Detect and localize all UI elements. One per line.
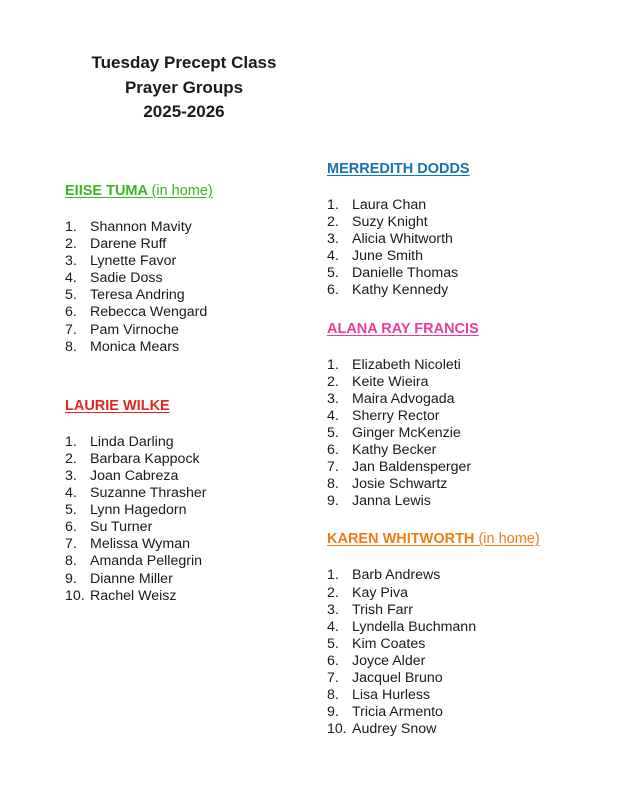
member-list bbox=[327, 197, 607, 300]
list-item bbox=[327, 408, 607, 425]
list-number: 6. bbox=[65, 304, 77, 321]
member-name: Josie Schwartz bbox=[352, 476, 448, 493]
member-name: Jan Baldensperger bbox=[352, 459, 472, 476]
group-heading-whitworth bbox=[327, 529, 607, 549]
list-number: 3. bbox=[327, 601, 339, 618]
list-item bbox=[65, 571, 315, 588]
list-number: 4. bbox=[327, 407, 339, 424]
list-item bbox=[327, 248, 607, 265]
list-item bbox=[327, 619, 607, 636]
leader-name: KAREN WHITWORTH bbox=[327, 531, 475, 548]
list-item bbox=[65, 270, 315, 287]
member-name: Kim Coates bbox=[352, 635, 426, 652]
list-number: 7. bbox=[65, 321, 77, 338]
list-number: 6. bbox=[327, 282, 339, 299]
member-name: Lynn Hagedorn bbox=[90, 502, 187, 519]
list-number: 1. bbox=[327, 356, 339, 373]
member-name: Laura Chan bbox=[352, 197, 427, 213]
leader-name: ALANA RAY FRANCIS bbox=[327, 320, 479, 337]
list-item bbox=[327, 214, 607, 231]
list-number: 8. bbox=[327, 687, 339, 704]
list-number: 9. bbox=[327, 704, 339, 721]
list-number: 5. bbox=[327, 265, 339, 282]
member-list bbox=[327, 567, 607, 738]
member-name: Joan Cabreza bbox=[90, 467, 179, 484]
member-name: Kathy Becker bbox=[352, 442, 437, 459]
list-number: 3. bbox=[327, 390, 339, 407]
list-item bbox=[327, 374, 607, 391]
list-number: 7. bbox=[327, 669, 339, 686]
group-dodds bbox=[327, 159, 607, 300]
list-number: 4. bbox=[65, 270, 77, 287]
in-home-note: (in home) bbox=[478, 531, 540, 548]
member-name: Sadie Doss bbox=[90, 270, 163, 287]
list-number: 2. bbox=[327, 373, 339, 390]
list-item bbox=[65, 451, 315, 468]
list-item bbox=[327, 636, 607, 653]
list-item bbox=[65, 304, 315, 321]
member-name: Darene Ruff bbox=[90, 236, 167, 253]
title-line-3: 2025-2026 bbox=[143, 102, 225, 121]
list-number: 2. bbox=[65, 450, 77, 467]
left-column bbox=[65, 181, 315, 605]
member-name: Teresa Andring bbox=[90, 287, 185, 304]
leader-name: LAURIE WILKE bbox=[65, 397, 170, 414]
list-number: 9. bbox=[65, 570, 77, 587]
member-name: Lyndella Buchmann bbox=[352, 618, 477, 635]
list-item bbox=[65, 536, 315, 553]
member-name: Barb Andrews bbox=[352, 567, 441, 584]
member-name: Keite Wieira bbox=[352, 373, 429, 390]
list-item bbox=[65, 219, 315, 236]
list-item bbox=[65, 287, 315, 304]
leader-name: MERREDITH DODDS bbox=[327, 161, 470, 177]
list-item bbox=[65, 502, 315, 519]
list-item bbox=[327, 282, 607, 299]
member-name: Rebecca Wengard bbox=[90, 304, 208, 321]
list-item bbox=[327, 653, 607, 670]
list-number: 10. bbox=[65, 587, 85, 604]
list-item bbox=[65, 322, 315, 339]
member-name: Kathy Kennedy bbox=[352, 282, 449, 299]
list-number: 1. bbox=[327, 197, 339, 213]
list-item bbox=[65, 468, 315, 485]
list-number: 3. bbox=[327, 231, 339, 248]
list-item bbox=[327, 670, 607, 687]
list-number: 1. bbox=[327, 567, 339, 584]
list-item bbox=[65, 434, 315, 451]
list-item bbox=[327, 231, 607, 248]
member-name: Elizabeth Nicoleti bbox=[352, 356, 461, 373]
list-item bbox=[327, 425, 607, 442]
list-number: 3. bbox=[65, 467, 77, 484]
member-name: Rachel Weisz bbox=[90, 587, 177, 604]
group-heading-tuma bbox=[65, 181, 315, 201]
member-name: Kay Piva bbox=[352, 584, 408, 601]
list-item bbox=[327, 265, 607, 282]
list-number: 6. bbox=[327, 652, 339, 669]
list-number: 8. bbox=[65, 338, 77, 355]
member-name: Suzy Knight bbox=[352, 214, 428, 231]
list-number: 2. bbox=[327, 214, 339, 231]
list-number: 1. bbox=[65, 219, 77, 235]
list-number: 8. bbox=[65, 553, 77, 570]
list-item bbox=[327, 197, 607, 214]
member-name: Ginger McKenzie bbox=[352, 424, 461, 441]
member-name: Jacquel Bruno bbox=[352, 669, 443, 686]
list-number: 8. bbox=[327, 476, 339, 493]
title-line-2: Prayer Groups bbox=[124, 77, 244, 97]
group-heading-dodds bbox=[327, 159, 607, 179]
member-list bbox=[65, 434, 315, 605]
member-name: Su Turner bbox=[90, 519, 153, 536]
member-list bbox=[65, 219, 315, 356]
member-name: Maira Advogada bbox=[352, 390, 455, 407]
member-name: Barbara Kappock bbox=[90, 450, 200, 467]
member-name: Trish Farr bbox=[352, 601, 413, 618]
member-name: Sherry Rector bbox=[352, 407, 440, 424]
member-name: Amanda Pellegrin bbox=[90, 553, 202, 570]
list-item bbox=[327, 585, 607, 602]
list-number: 7. bbox=[327, 459, 339, 476]
group-wilke bbox=[65, 396, 315, 605]
list-number: 6. bbox=[65, 519, 77, 536]
list-item bbox=[327, 391, 607, 408]
member-name: Monica Mears bbox=[90, 338, 180, 355]
group-heading-francis bbox=[327, 319, 607, 339]
member-name: Joyce Alder bbox=[352, 652, 426, 669]
list-item bbox=[65, 519, 315, 536]
list-number: 5. bbox=[327, 635, 339, 652]
group-tuma bbox=[65, 181, 315, 356]
group-whitworth bbox=[327, 529, 607, 738]
list-item bbox=[65, 485, 315, 502]
list-item bbox=[327, 687, 607, 704]
in-home-note: (in home) bbox=[151, 183, 213, 199]
list-item bbox=[327, 442, 607, 459]
list-number: 5. bbox=[327, 424, 339, 441]
member-name: Alicia Whitworth bbox=[352, 231, 453, 248]
list-item bbox=[327, 721, 607, 738]
member-name: Pam Virnoche bbox=[90, 321, 179, 338]
list-number: 3. bbox=[65, 253, 77, 270]
list-item bbox=[327, 459, 607, 476]
list-number: 4. bbox=[327, 248, 339, 265]
group-francis bbox=[327, 319, 607, 511]
list-number: 2. bbox=[327, 584, 339, 601]
list-item bbox=[327, 704, 607, 721]
member-name: Shannon Mavity bbox=[90, 219, 192, 235]
title-line-1: Tuesday Precept Class bbox=[91, 53, 277, 72]
list-number: 4. bbox=[327, 618, 339, 635]
list-item bbox=[327, 567, 607, 584]
list-number: 4. bbox=[65, 485, 77, 502]
group-heading-wilke bbox=[65, 396, 315, 416]
member-name: Linda Darling bbox=[90, 433, 174, 450]
list-number: 5. bbox=[65, 287, 77, 304]
document-title bbox=[60, 51, 308, 125]
member-name: Tricia Armento bbox=[352, 704, 443, 721]
list-number: 5. bbox=[65, 502, 77, 519]
list-item bbox=[65, 339, 315, 356]
member-name: Suzanne Thrasher bbox=[90, 485, 207, 502]
list-number: 7. bbox=[65, 536, 77, 553]
list-item bbox=[65, 553, 315, 570]
list-item bbox=[65, 253, 315, 270]
list-item bbox=[327, 493, 607, 510]
list-item bbox=[65, 236, 315, 253]
member-name: Lisa Hurless bbox=[352, 687, 431, 704]
list-item bbox=[327, 476, 607, 493]
list-number: 9. bbox=[327, 493, 339, 510]
member-list bbox=[327, 357, 607, 511]
list-number: 1. bbox=[65, 433, 77, 450]
member-name: Audrey Snow bbox=[352, 721, 437, 738]
right-column bbox=[327, 159, 607, 738]
member-name: Dianne Miller bbox=[90, 570, 173, 587]
list-item bbox=[327, 357, 607, 374]
list-number: 10. bbox=[327, 721, 347, 738]
leader-name: EIISE TUMA bbox=[65, 183, 148, 199]
list-number: 2. bbox=[65, 236, 77, 253]
member-name: Lynette Favor bbox=[90, 253, 177, 270]
member-name: Janna Lewis bbox=[352, 493, 431, 510]
member-name: June Smith bbox=[352, 248, 423, 265]
list-number: 6. bbox=[327, 442, 339, 459]
list-item bbox=[65, 588, 315, 605]
member-name: Melissa Wyman bbox=[90, 536, 190, 553]
list-item bbox=[327, 602, 607, 619]
member-name: Danielle Thomas bbox=[352, 265, 459, 282]
